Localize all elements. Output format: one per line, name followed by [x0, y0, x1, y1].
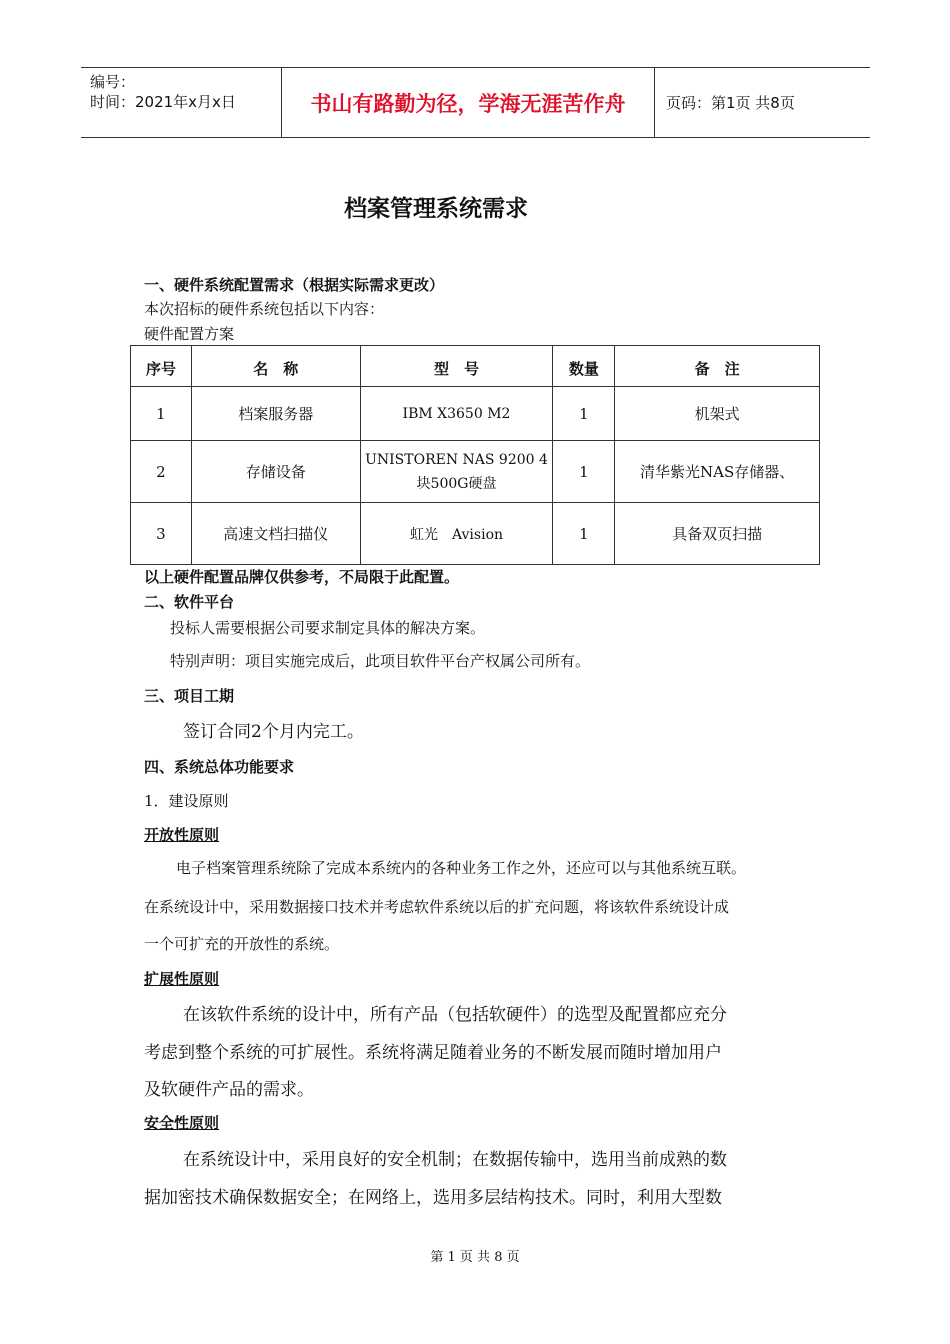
table-cell: 档案服务器	[191, 387, 360, 441]
table-row	[131, 441, 820, 503]
table-cell: 1	[131, 387, 192, 441]
time-label: 时间：2021年x月x日	[90, 93, 236, 111]
document-title: 档案管理系统需求	[344, 196, 528, 222]
section3-line1: 签订合同2个月内完工。	[183, 722, 364, 742]
table-cell: 2	[131, 441, 192, 503]
header-divider	[654, 68, 655, 137]
table-cell: IBM X3650 M2	[360, 387, 553, 441]
paragraph-line: 一个可扩充的开放性的系统。	[144, 935, 340, 953]
table-cell: UNISTOREN NAS 9200 4块500G硬盘	[360, 441, 553, 503]
section2-line1: 投标人需要根据公司要求制定具体的解决方案。	[170, 619, 486, 637]
page-footer: 第 1 页 共 8 页	[430, 1250, 520, 1265]
table-header-cell: 型 号	[360, 346, 553, 387]
paragraph-line: 据加密技术确保数据安全；在网络上，选用多层结构技术。同时，利用大型数	[144, 1188, 722, 1208]
table-cell: 1	[553, 441, 615, 503]
section2-line2: 特别声明：项目实施完成后，此项目软件平台产权属公司所有。	[170, 652, 591, 670]
paragraph-line: 考虑到整个系统的可扩展性。系统将满足随着业务的不断发展而随时增加用户	[144, 1043, 722, 1063]
paragraph-line: 电子档案管理系统除了完成本系统内的各种业务工作之外，还应可以与其他系统互联。	[176, 859, 747, 877]
section4-sub1: 1．建设原则	[144, 792, 229, 810]
section3-heading: 三、项目工期	[144, 687, 235, 705]
section1-heading: 一、硬件系统配置需求（根据实际需求更改）	[144, 276, 445, 294]
header-slogan: 书山有路勤为径，学海无涯苦作舟	[310, 91, 626, 116]
section1-line2: 硬件配置方案	[144, 325, 235, 343]
paragraph-line: 在系统设计中，采用数据接口技术并考虑软件系统以后的扩充问题，将该软件系统设计成	[144, 898, 730, 916]
section4-heading: 四、系统总体功能要求	[144, 758, 295, 776]
header-meta	[90, 72, 236, 112]
principle-openness-title: 开放性原则	[144, 826, 220, 844]
section2-heading: 二、软件平台	[144, 593, 235, 611]
hardware-table	[130, 345, 820, 565]
table-header-cell: 备 注	[615, 346, 820, 387]
table-cell: 清华紫光NAS存储器、	[615, 441, 820, 503]
table-cell: 机架式	[615, 387, 820, 441]
table-cell: 高速文档扫描仪	[191, 503, 360, 565]
table-row	[131, 503, 820, 565]
table-row	[131, 387, 820, 441]
table-cell: 虹光 Avision	[360, 503, 553, 565]
paragraph-line: 在系统设计中，采用良好的安全机制；在数据传输中，选用当前成熟的数	[183, 1150, 727, 1170]
table-cell: 1	[553, 503, 615, 565]
section1-line1: 本次招标的硬件系统包括以下内容：	[144, 300, 385, 318]
principle-extensibility-title: 扩展性原则	[144, 970, 220, 988]
paragraph-line: 及软硬件产品的需求。	[144, 1080, 314, 1100]
page-header	[81, 67, 870, 138]
table-header-cell: 数量	[553, 346, 615, 387]
number-label: 编号：	[90, 73, 136, 91]
table-header-cell: 名 称	[191, 346, 360, 387]
table-cell: 3	[131, 503, 192, 565]
table-cell: 具备双页扫描	[615, 503, 820, 565]
table-note: 以上硬件配置品牌仅供参考，不局限于此配置。	[144, 568, 460, 586]
table-cell: 存储设备	[191, 441, 360, 503]
header-page-number: 页码：第1页 共8页	[666, 94, 795, 112]
table-cell: 1	[553, 387, 615, 441]
paragraph-line: 在该软件系统的设计中，所有产品（包括软硬件）的选型及配置都应充分	[183, 1005, 727, 1025]
table-header-cell: 序号	[131, 346, 192, 387]
table-header-row	[131, 346, 820, 387]
principle-security-title: 安全性原则	[144, 1114, 220, 1132]
